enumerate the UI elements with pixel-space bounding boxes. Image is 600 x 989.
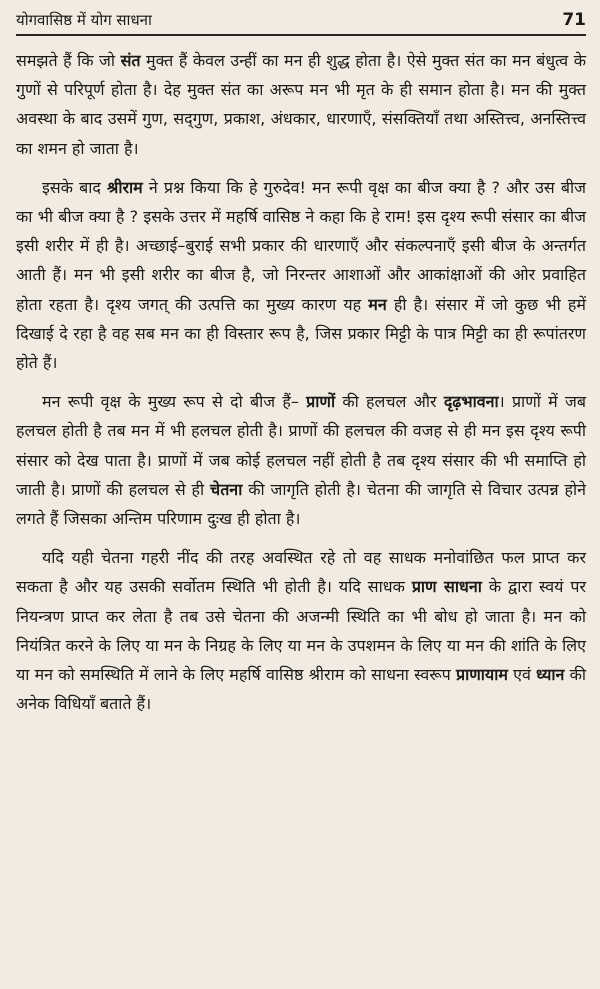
bold-term: संत: [120, 51, 141, 70]
text-run: यदि यही चेतना गहरी नींद की तरह अवस्थित रहे तो वह साधक मनोवांछित फल प्राप्त कर सकता है और यह उसकी सर्वोतम स्थिति भी होती है। यदि साधक: [16, 548, 586, 597]
bold-term: श्रीराम: [107, 177, 143, 197]
body-text: [16, 46, 586, 718]
paragraph: [16, 543, 586, 718]
paragraph: [16, 173, 586, 377]
bold-term: मन: [368, 294, 387, 314]
text-run: ही है। संसार में जो कुछ भी हमें दिखाई दे रहा है वह सब मन का ही विस्तार रूप है, जिस प्रकार मिट्टी के पात्र मिट्टी का ही रूपांतरण होते हैं।: [16, 294, 586, 373]
bold-term: प्राणों: [306, 392, 336, 412]
text-run: एवं: [507, 665, 537, 685]
paragraph: [16, 46, 586, 163]
text-run: ने प्रश्न किया कि हे गुरुदेव! मन रूपी वृक्ष का बीज क्या है ? और उस बीज का भी बीज क्या है ? इसके उत्तर में महर्षि वासिष्ठ ने कहा कि हे राम! इस दृश्य रूपी संसार का बीज इसी शरीर में ही है। अच्छाई–बुराई सभी प्रकार की धारणाएँ और संकल्पनाएँ इसी बीज के अन्तर्गत आती हैं। मन भी इसी शरीर का बीज है, जो निरन्तर आशाओं और आकांक्षाओं की ओर प्रवाहित होता रहता है। दृश्य जगत् की उत्पत्ति का मुख्य कारण यह: [16, 177, 586, 314]
text-run: समझते हैं कि जो: [16, 51, 121, 70]
text-run: । प्राणों में जब हलचल होती है तब मन में भी हलचल होती है। प्राणों की हलचल की वजह से ही मन इस दृश्य रूपी संसार को देख पाता है। प्राणों में जब कोई हलचल नहीं होती है तब दृश्य संसार की भी समाप्ति हो जाती है। प्राणों की हलचल से ही: [16, 392, 586, 499]
text-run: इसके बाद: [42, 177, 107, 197]
text-run: के द्वारा स्वयं पर नियन्त्रण प्राप्त कर लेता है तब उसे चेतना की अजन्मी स्थिति का भी बोध हो जाता है। मन को नियंत्रित करने के लिए या मन के निग्रह के लिए या मन के उपशमन के लिए या मन की शांति के लिए या मन को समस्थिति में लाने के लिए महर्षि वासिष्ठ श्रीराम को साधना स्वरूप: [16, 577, 587, 685]
text-run: की अनेक विधियाँ बताते हैं।: [16, 665, 586, 714]
bold-term: दृढ़भावना: [443, 392, 499, 412]
bold-term: प्राणायाम: [455, 665, 508, 685]
page-number: 71: [562, 10, 586, 30]
bold-term: चेतना: [210, 479, 243, 499]
text-run: की जागृति होती है। चेतना की जागृति से विचार उत्पन्न होने लगते हैं जिसका अन्तिम परिणाम दुःख ही होता है।: [16, 479, 586, 529]
text-run: की हलचल और: [335, 392, 444, 412]
running-header: [16, 6, 586, 36]
bold-term: ध्यान: [536, 665, 565, 685]
text-run: मन रूपी वृक्ष के मुख्य रूप से दो बीज हैं–: [42, 392, 307, 412]
running-title: योगवासिष्ठ में योग साधना: [16, 11, 152, 29]
text-run: मुक्त हैं केवल उन्हीं का मन ही शुद्ध होता है। ऐसे मुक्त संत का मन बंधुत्व के गुणों से परिपूर्ण होता है। देह मुक्त संत का अरूप मन भी मृत के ही समान होता है। मन की मुक्त अवस्था के बाद उसमें गुण, सद्‌गुण, प्रकाश, अंधकार, धारणाएँ, संसक्तियाँ तथा अस्तित्त्व, अनस्तित्त्व का शमन हो जाता है।: [16, 51, 586, 158]
paragraph: [16, 387, 586, 533]
bold-term: प्राण साधना: [411, 577, 482, 597]
